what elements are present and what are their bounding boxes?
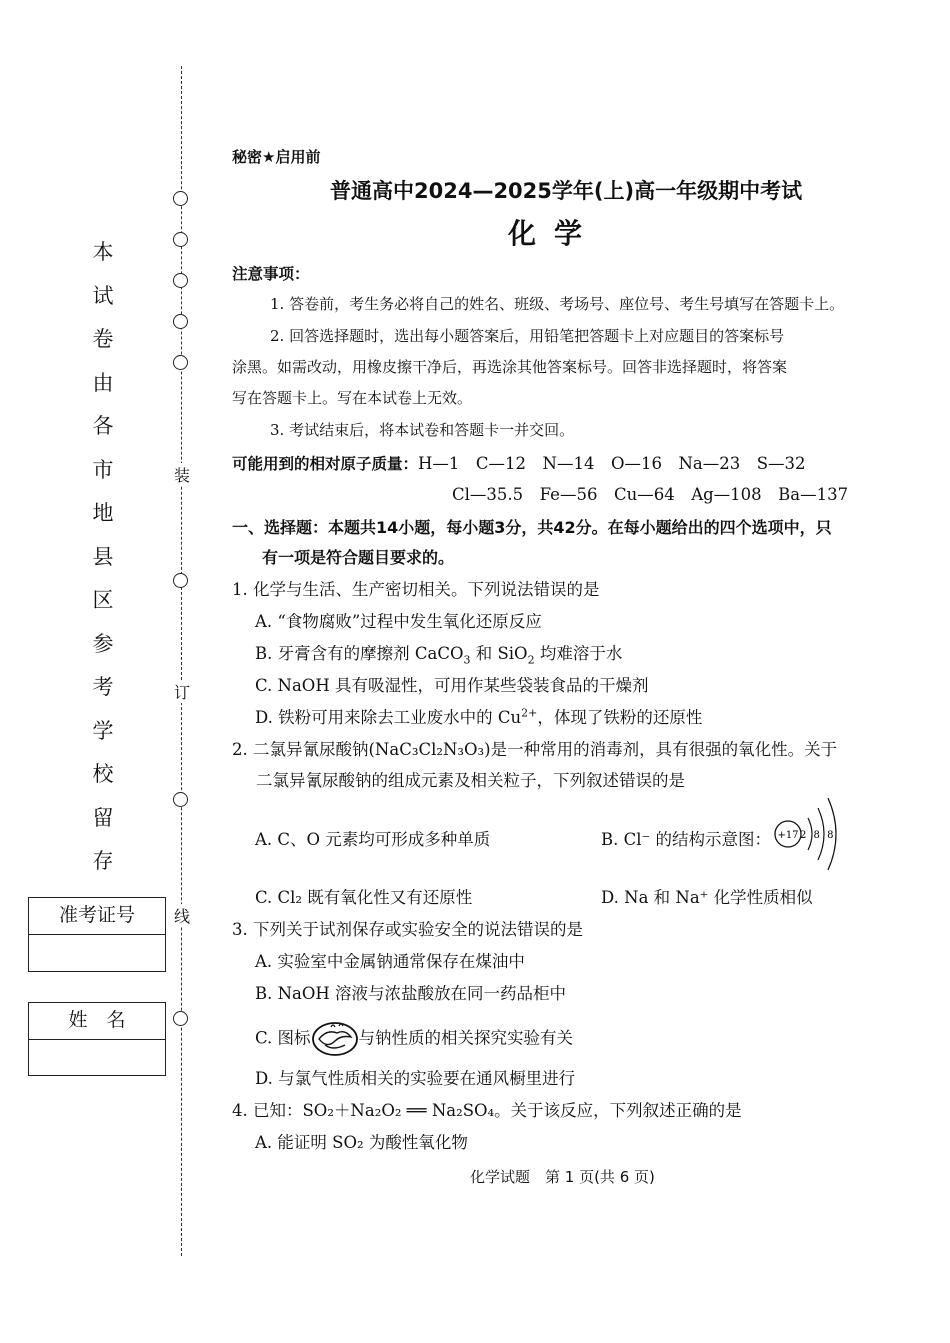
question-4-option-a: A. 能证明 SO₂ 为酸性氧化物 — [255, 1133, 468, 1152]
name-box — [28, 1002, 166, 1076]
atomic-mass-values: H—1 C—12 N—14 O—16 Na—23 S—32 — [418, 454, 806, 473]
binding-char-xian: 线 — [172, 904, 192, 927]
question-3-option-a: A. 实验室中金属钠通常保存在煤油中 — [255, 952, 525, 971]
secret-mark: 秘密★启用前 — [232, 148, 321, 166]
question-2-stem-cont: 二氯异氰尿酸钠的组成元素及相关粒子，下列叙述错误的是 — [256, 771, 685, 790]
name-field[interactable] — [29, 1040, 165, 1075]
binding-hole-icon — [173, 573, 188, 588]
binding-hole-icon — [173, 314, 188, 329]
atomic-mass-line1 — [232, 450, 806, 474]
subject-title: 化学 — [508, 217, 601, 250]
question-3-option-c: C. 图标 与钠性质的相关探究实验有关 — [255, 1021, 573, 1057]
exam-id-field[interactable] — [29, 935, 165, 971]
question-1-option-c: C. NaOH 具有吸湿性，可用作某些袋装食品的干燥剂 — [255, 676, 649, 695]
section-heading: 一、选择题：本题共14小题，每小题3分，共42分。在每小题给出的四个选项中，只 — [232, 518, 832, 537]
note-item: 写在答题卡上。写在本试卷上无效。 — [232, 389, 473, 407]
question-3-option-d: D. 与氯气性质相关的实验要在通风橱里进行 — [255, 1069, 576, 1088]
page-footer: 化学试题 第 1 页(共 6 页) — [470, 1168, 655, 1186]
nucleus-label: +17 — [777, 830, 799, 841]
hot-hands-safety-icon — [311, 1021, 359, 1057]
question-2-option-d: D. Na 和 Na⁺ 化学性质相似 — [601, 888, 813, 907]
electron-shells-label: 2 8 8 — [800, 830, 836, 841]
note-item: 3. 考试结束后，将本试卷和答题卡一并交回。 — [270, 421, 575, 439]
binding-char-zhuang: 装 — [172, 463, 192, 486]
exam-id-label: 准考证号 — [29, 898, 165, 935]
question-2-option-c: C. Cl₂ 既有氧化性又有还原性 — [255, 888, 473, 907]
exam-id-box — [28, 897, 166, 972]
question-2-option-a: A. C、O 元素均可形成多种单质 — [255, 830, 491, 849]
question-3-option-b: B. NaOH 溶液与浓盐酸放在同一药品柜中 — [255, 984, 567, 1003]
binding-hole-icon — [173, 792, 188, 807]
name-label: 姓 名 — [29, 1003, 165, 1040]
binding-hole-icon — [173, 273, 188, 288]
note-item: 涂黑。如需改动，用橡皮擦干净后，再选涂其他答案标号。回答非选择题时，将答案 — [232, 358, 788, 376]
question-2-option-b: B. Cl⁻ 的结构示意图： — [601, 830, 771, 849]
cl-ion-structure-diagram — [770, 796, 850, 876]
question-1-option-b: B. 牙膏含有的摩擦剂 CaCO$_3$ 和 SiO$_2$ 均难溶于水 — [255, 644, 623, 667]
question-1-option-a: A. “食物腐败”过程中发生氧化还原反应 — [255, 612, 542, 631]
note-item: 2. 回答选择题时，选出每小题答案后，用铅笔把答题卡上对应题目的答案标号 — [270, 327, 785, 345]
note-item: 1. 答卷前，考生务必将自己的姓名、班级、考场号、座位号、考生号填写在答题卡上。 — [270, 295, 845, 313]
question-1-stem: 1. 化学与生活、生产密切相关。下列说法错误的是 — [232, 580, 600, 599]
exam-title: 普通高中2024—2025学年(上)高一年级期中考试 — [330, 179, 803, 203]
section-heading-cont: 有一项是符合题目要求的。 — [262, 548, 455, 567]
question-2-stem: 2. 二氯异氰尿酸钠(NaC₃Cl₂N₃O₃)是一种常用的消毒剂，具有很强的氧化性。关于 — [232, 740, 838, 759]
binding-hole-icon — [173, 191, 188, 206]
vertical-retain-notice: 本 试 卷 由 各 市 地 县 区 参 考 学 校 留 存 — [92, 240, 114, 873]
question-4-stem: 4. 已知：SO₂＋Na₂O₂ ══ Na₂SO₄。关于该反应，下列叙述正确的是 — [232, 1101, 742, 1120]
binding-hole-icon — [173, 232, 188, 247]
atomic-mass-line2: Cl—35.5 Fe—56 Cu—64 Ag—108 Ba—137 — [452, 485, 849, 504]
binding-hole-icon — [173, 355, 188, 370]
notes-heading: 注意事项： — [232, 265, 310, 283]
binding-hole-icon — [173, 1011, 188, 1026]
binding-char-ding: 订 — [172, 680, 192, 703]
atomic-mass-label: 可能用到的相对原子质量： — [232, 455, 419, 473]
question-1-option-d: D. 铁粉可用来除去工业废水中的 $Cu^{2+}$，体现了铁粉的还原性 — [255, 706, 703, 727]
question-3-stem: 3. 下列关于试剂保存或实验安全的说法错误的是 — [232, 920, 583, 939]
